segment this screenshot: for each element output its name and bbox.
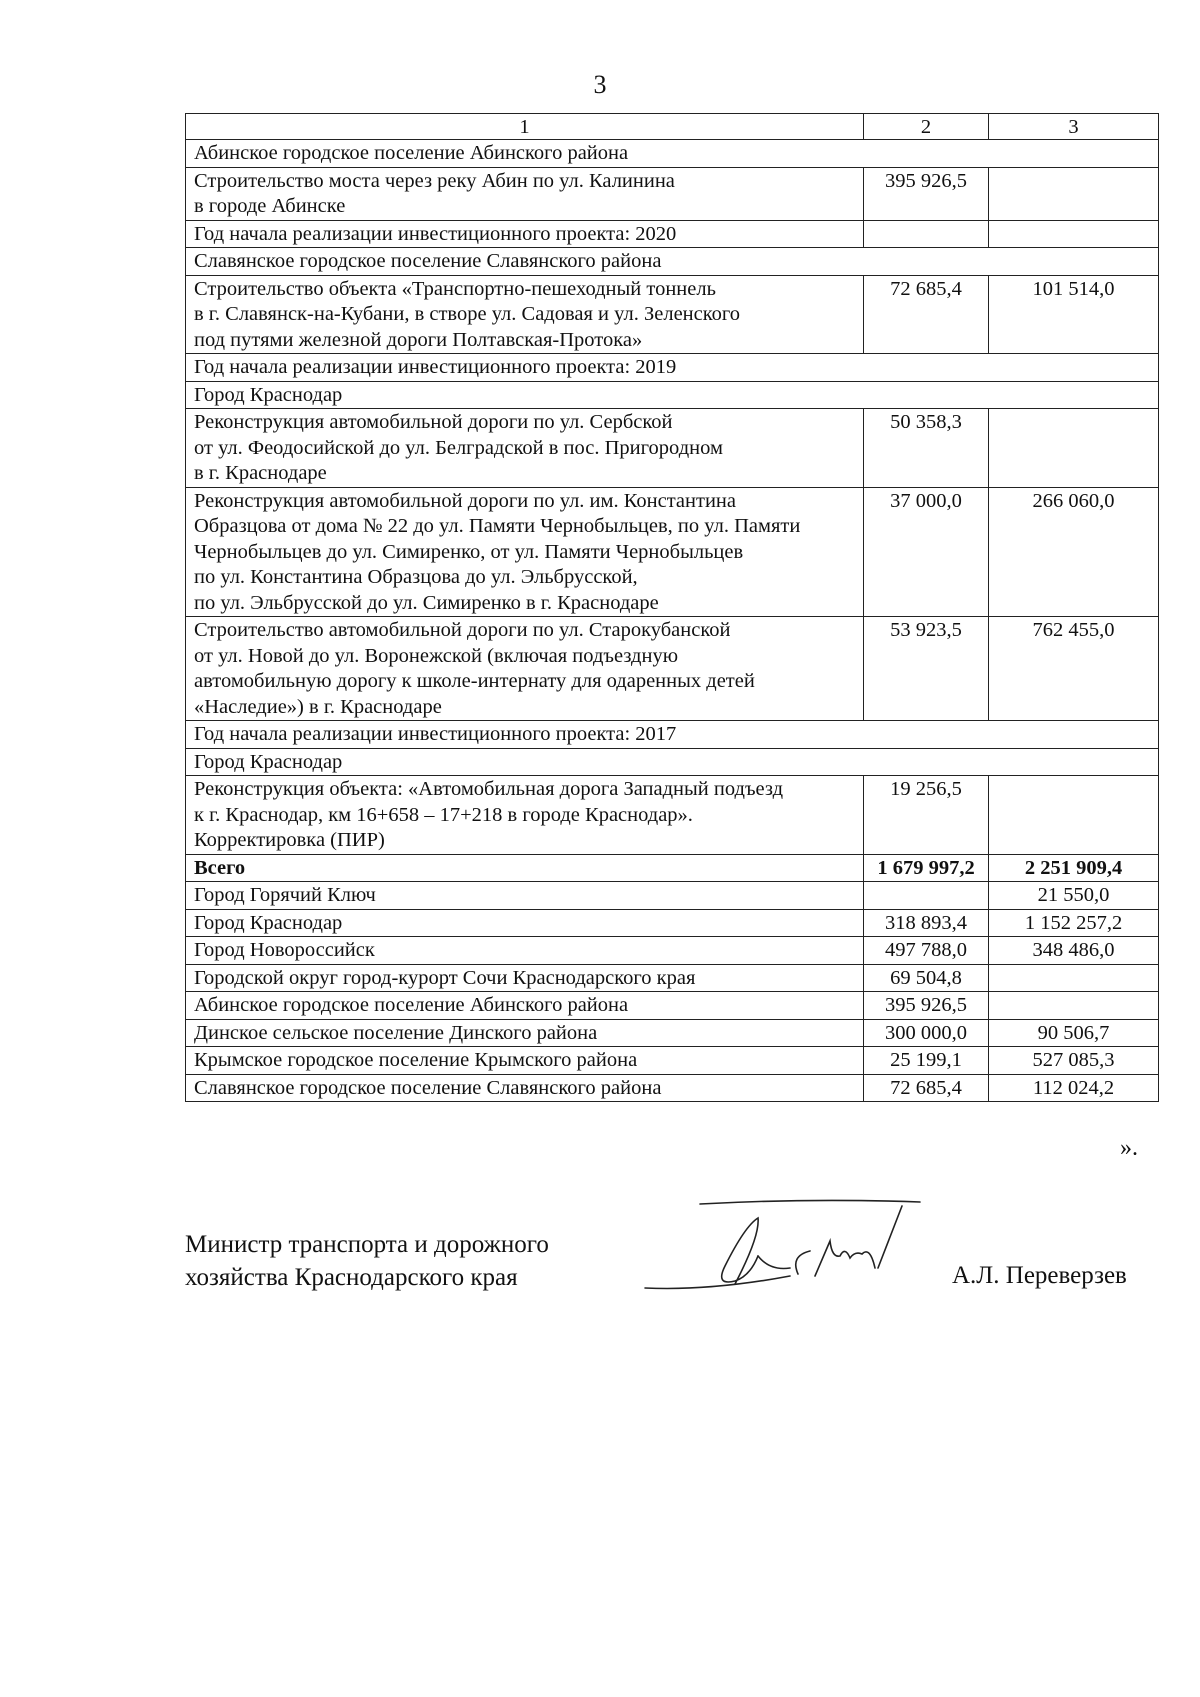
section-title: Город Краснодар bbox=[186, 748, 1159, 776]
table-row bbox=[186, 1019, 1159, 1047]
table-row bbox=[186, 617, 1159, 721]
row-value-col-3: 348 486,0 bbox=[989, 937, 1159, 965]
row-value-col-2 bbox=[864, 220, 989, 248]
table-row bbox=[186, 220, 1159, 248]
row-description: Абинское городское поселение Абинского района bbox=[186, 992, 864, 1020]
page-number: 3 bbox=[593, 70, 607, 99]
signatory-title bbox=[185, 1228, 549, 1294]
row-value-col-2: 25 199,1 bbox=[864, 1047, 989, 1075]
row-description: Реконструкция автомобильной дороги по ул. Сербской от ул. Феодосийской до ул. Белградской в пос. Пригородном в г. Краснодаре bbox=[186, 409, 864, 488]
row-description: Город Новороссийск bbox=[186, 937, 864, 965]
section-title: Абинское городское поселение Абинского района bbox=[186, 140, 1159, 168]
row-value-col-3: 1 152 257,2 bbox=[989, 909, 1159, 937]
row-description: Строительство объекта «Транспортно-пешеходный тоннель в г. Славянск-на-Кубани, в створе ул. Садовая и ул. Зеленского под путями железной дороги Полтавская-Протока» bbox=[186, 275, 864, 354]
row-value-col-3: 2 251 909,4 bbox=[989, 854, 1159, 882]
row-description: Строительство моста через реку Абин по ул. Калинина в городе Абинске bbox=[186, 167, 864, 220]
closing-quote: ». bbox=[1120, 1135, 1138, 1161]
row-description: Динское сельское поселение Динского района bbox=[186, 1019, 864, 1047]
row-value-col-3: 21 550,0 bbox=[989, 882, 1159, 910]
table-header-row bbox=[186, 114, 1159, 140]
row-value-col-2: 395 926,5 bbox=[864, 992, 989, 1020]
table-row bbox=[186, 409, 1159, 488]
row-description: Славянское городское поселение Славянского района bbox=[186, 1074, 864, 1102]
row-value-col-3: 762 455,0 bbox=[989, 617, 1159, 721]
row-value-col-2: 300 000,0 bbox=[864, 1019, 989, 1047]
table-row bbox=[186, 909, 1159, 937]
row-value-col-3: 101 514,0 bbox=[989, 275, 1159, 354]
row-description: Реконструкция объекта: «Автомобильная дорога Западный подъезд к г. Краснодар, км 16+658 – 17+218 в городе Краснодар». Корректировка (ПИР) bbox=[186, 776, 864, 855]
row-description: Строительство автомобильной дороги по ул. Старокубанской от ул. Новой до ул. Воронежской (включая подъездную автомобильную дорогу к школе-интернату для одаренных детей «Наследие») в г. Краснодаре bbox=[186, 617, 864, 721]
table-section-row bbox=[186, 748, 1159, 776]
header-col-3: 3 bbox=[989, 114, 1159, 140]
row-value-col-3: 112 024,2 bbox=[989, 1074, 1159, 1102]
row-value-col-2 bbox=[864, 882, 989, 910]
table-row bbox=[186, 1074, 1159, 1102]
table-total-row bbox=[186, 854, 1159, 882]
section-title: Город Краснодар bbox=[186, 381, 1159, 409]
row-value-col-3 bbox=[989, 992, 1159, 1020]
table-row bbox=[186, 167, 1159, 220]
row-value-col-3: 527 085,3 bbox=[989, 1047, 1159, 1075]
signatory-name: А.Л. Переверзев bbox=[952, 1262, 1127, 1289]
row-value-col-3 bbox=[989, 167, 1159, 220]
row-value-col-2: 53 923,5 bbox=[864, 617, 989, 721]
row-value-col-2: 72 685,4 bbox=[864, 275, 989, 354]
row-description: Город Горячий Ключ bbox=[186, 882, 864, 910]
table-row bbox=[186, 275, 1159, 354]
row-value-col-2: 19 256,5 bbox=[864, 776, 989, 855]
table-row bbox=[186, 964, 1159, 992]
row-value-col-3: 90 506,7 bbox=[989, 1019, 1159, 1047]
row-value-col-3 bbox=[989, 776, 1159, 855]
row-value-col-2: 69 504,8 bbox=[864, 964, 989, 992]
table-row bbox=[186, 776, 1159, 855]
row-description: Всего bbox=[186, 854, 864, 882]
header-col-2: 2 bbox=[864, 114, 989, 140]
header-col-1: 1 bbox=[186, 114, 864, 140]
row-value-col-3 bbox=[989, 409, 1159, 488]
signatory-title-text: Министр транспорта и дорожного хозяйства Краснодарского края bbox=[185, 1231, 549, 1291]
handwritten-signature bbox=[640, 1196, 980, 1306]
row-description: Год начала реализации инвестиционного проекта: 2020 bbox=[186, 220, 864, 248]
row-value-col-2: 318 893,4 bbox=[864, 909, 989, 937]
table-row bbox=[186, 882, 1159, 910]
row-value-col-2: 50 358,3 bbox=[864, 409, 989, 488]
table-section-row bbox=[186, 140, 1159, 168]
table-section-row bbox=[186, 248, 1159, 276]
row-value-col-3: 266 060,0 bbox=[989, 487, 1159, 617]
row-value-col-2: 497 788,0 bbox=[864, 937, 989, 965]
section-title: Год начала реализации инвестиционного проекта: 2017 bbox=[186, 721, 1159, 749]
row-description: Крымское городское поселение Крымского района bbox=[186, 1047, 864, 1075]
table-row bbox=[186, 487, 1159, 617]
section-title: Славянское городское поселение Славянского района bbox=[186, 248, 1159, 276]
table-section-row bbox=[186, 354, 1159, 382]
table-row bbox=[186, 937, 1159, 965]
row-description: Городской округ город-курорт Сочи Краснодарского края bbox=[186, 964, 864, 992]
row-description: Город Краснодар bbox=[186, 909, 864, 937]
row-value-col-2: 37 000,0 bbox=[864, 487, 989, 617]
row-value-col-3 bbox=[989, 964, 1159, 992]
table-row bbox=[186, 992, 1159, 1020]
row-value-col-2: 395 926,5 bbox=[864, 167, 989, 220]
table-section-row bbox=[186, 381, 1159, 409]
table-body bbox=[186, 114, 1159, 1102]
row-value-col-2: 72 685,4 bbox=[864, 1074, 989, 1102]
row-description: Реконструкция автомобильной дороги по ул. им. Константина Образцова от дома № 22 до ул. Памяти Чернобыльцев, по ул. Памяти Чернобыльцев до ул. Симиренко, от ул. Памяти Чернобыльцев по ул. Константина Образцова до ул. Эльбрусской, по ул. Эльбрусской до ул. Симиренко в г. Краснодаре bbox=[186, 487, 864, 617]
table-row bbox=[186, 1047, 1159, 1075]
row-value-col-3 bbox=[989, 220, 1159, 248]
investment-projects-table bbox=[185, 113, 1159, 1102]
section-title: Год начала реализации инвестиционного проекта: 2019 bbox=[186, 354, 1159, 382]
row-value-col-2: 1 679 997,2 bbox=[864, 854, 989, 882]
table-section-row bbox=[186, 721, 1159, 749]
